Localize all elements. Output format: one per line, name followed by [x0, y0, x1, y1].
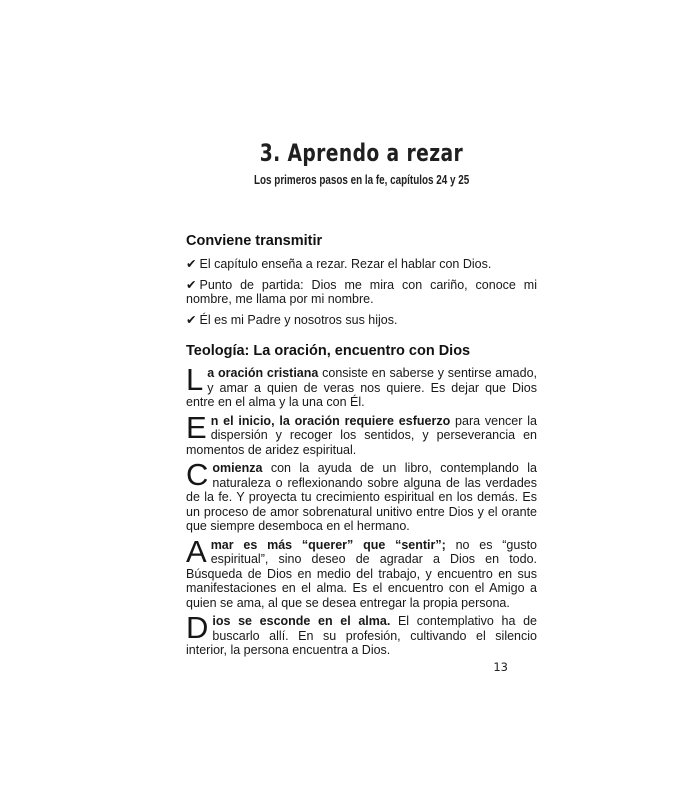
paragraph-en-el-inicio: [186, 409, 537, 458]
chapter-subtitle: Los primeros pasos en la fe, capítulos 24 y 25: [253, 172, 470, 187]
check-item-text: Él es mi Padre y nosotros sus hijos.: [199, 312, 398, 327]
check-item: [186, 313, 537, 328]
dropcap-letter: E: [186, 409, 207, 445]
paragraph-dios-se-esconde: [186, 610, 537, 658]
checkmark-icon: ✔: [186, 276, 197, 292]
paragraph-lead-bold: n el inicio, la oración requiere esfuerzo: [210, 413, 451, 428]
checkmark-icon: ✔: [186, 311, 197, 327]
paragraph-text: con la ayuda de un libro, contemplando la naturaleza o reflexionando sobre alguna de las verdades de la fe. Y proyecta tu crecimiento espiritual en los demás. Es un proceso de amor sobrenatural unitivo entre Dios y el orante que siempre desemboca en el hermano.: [186, 461, 537, 533]
check-list: [186, 257, 537, 327]
paragraph-lead-bold: omienza: [212, 461, 263, 475]
checkmark-icon: ✔: [186, 256, 197, 271]
check-item-text: Punto de partida: Dios me mira con cariño, conoce mi nombre, me llama por mi nombre.: [186, 277, 537, 306]
paragraph-lead-bold: a oración cristiana: [207, 366, 319, 380]
dropcap-letter: L: [186, 362, 204, 397]
paragraph-amar: [186, 533, 537, 611]
chapter-title: 3. Aprendo a rezar: [259, 139, 464, 167]
paragraph-lead-bold: mar es más “querer” que “sentir”;: [210, 537, 446, 552]
section-heading-conviene-transmitir: Conviene transmitir: [186, 233, 323, 249]
main-text-column: [186, 234, 537, 662]
check-item-text: El capítulo enseña a rezar. Rezar el hablar con Dios.: [199, 257, 492, 271]
check-item: [186, 278, 537, 307]
paragraph-text: no es “gusto espiritual”, sino deseo de agradar a Dios en todo. Búsqueda de Dios en medio del trabajo, y encuentro en sus manifestaciones en el alma. Es el encuentro con el Amigo a quien se ama, al que se desea entregar la propia persona.: [186, 537, 537, 610]
paragraph-text: para vencer la dispersión y recoger los sentidos, y perseverancia en momentos de aridez espiritual.: [186, 413, 537, 457]
section-heading-teologia: Teología: La oración, encuentro con Dios: [186, 343, 471, 359]
paragraph-oracion-cristiana: [186, 362, 537, 410]
chapter-title-wrap: [186, 139, 537, 167]
check-item: [186, 257, 537, 272]
paragraph-lead-bold: ios se esconde en el alma.: [212, 614, 391, 628]
paragraph-comienza: [186, 457, 537, 534]
paragraph-text: El contemplativo ha de buscarlo allí. En su profesión, cultivando el silencio interior, la persona encuentra a Dios.: [186, 614, 537, 657]
dropcap-letter: D: [186, 610, 209, 645]
paragraph-text: consiste en saberse y sentirse amado, y amar a quien de veras nos quiere. Es dejar que Dios entre en el alma y la una con Él.: [186, 366, 537, 409]
dropcap-letter: A: [186, 533, 207, 569]
chapter-subtitle-wrap: [186, 171, 537, 189]
page-number: 13: [493, 660, 508, 674]
dropcap-letter: C: [186, 457, 209, 492]
